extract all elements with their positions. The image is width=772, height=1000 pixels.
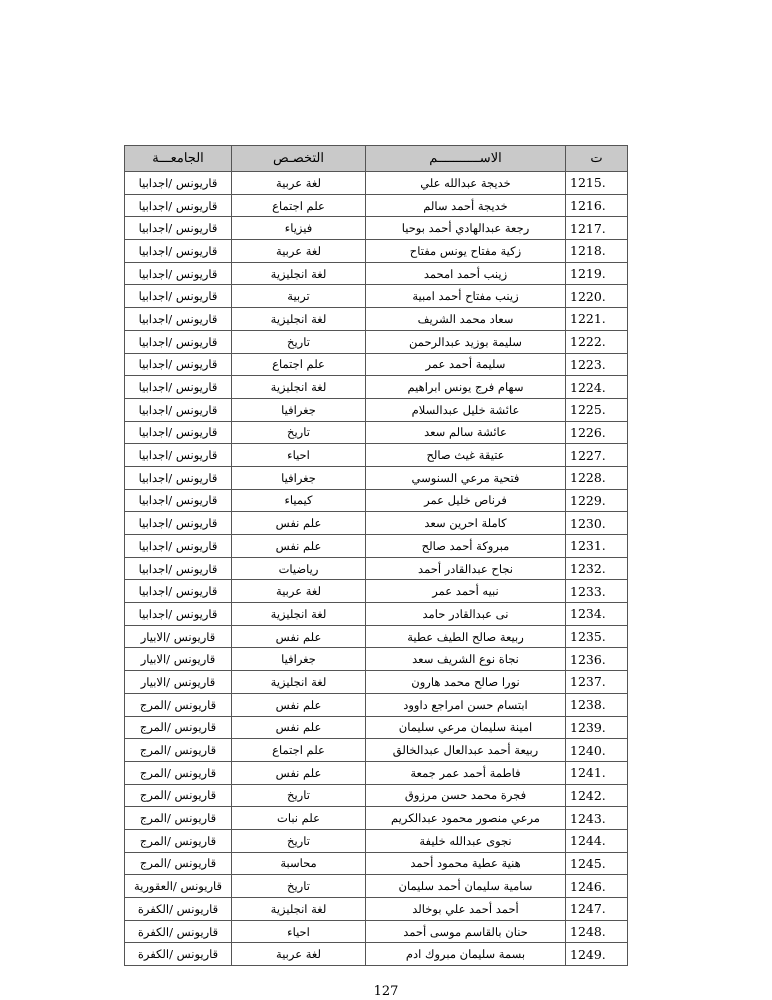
cell-specialization: تاريخ <box>232 829 366 852</box>
cell-specialization: لغة انجليزية <box>232 898 366 921</box>
cell-specialization: لغة عربية <box>232 943 366 966</box>
cell-name: عتيقة غيث صالح <box>366 444 566 467</box>
cell-number: 1218. <box>566 240 628 263</box>
cell-specialization: علم اجتماع <box>232 353 366 376</box>
cell-name: عائشة سالم سعد <box>366 421 566 444</box>
cell-university: قاريونس /اجدابيا <box>125 240 232 263</box>
cell-university: قاريونس /اجدابيا <box>125 262 232 285</box>
header-name: الاســـــــــــم <box>366 146 566 172</box>
cell-university: قاريونس /اجدابيا <box>125 466 232 489</box>
cell-number: 1216. <box>566 194 628 217</box>
table-row <box>125 217 628 240</box>
cell-specialization: لغة انجليزية <box>232 671 366 694</box>
cell-specialization: لغة انجليزية <box>232 262 366 285</box>
cell-university: قاريونس /اجدابيا <box>125 398 232 421</box>
cell-number: 1245. <box>566 852 628 875</box>
cell-name: نى عبدالقادر حامد <box>366 603 566 626</box>
cell-specialization: تاريخ <box>232 784 366 807</box>
cell-name: ربيعة صالح الطيف عطية <box>366 625 566 648</box>
cell-name: فجرة محمد حسن مرزوق <box>366 784 566 807</box>
cell-number: 1233. <box>566 580 628 603</box>
table-row <box>125 671 628 694</box>
cell-number: 1240. <box>566 739 628 762</box>
table-row <box>125 761 628 784</box>
cell-university: قاريونس /الكفرة <box>125 898 232 921</box>
cell-number: 1225. <box>566 398 628 421</box>
cell-number: 1217. <box>566 217 628 240</box>
cell-specialization: رياضيات <box>232 557 366 580</box>
table-row <box>125 535 628 558</box>
cell-number: 1227. <box>566 444 628 467</box>
cell-number: 1215. <box>566 172 628 195</box>
cell-university: قاريونس /المرج <box>125 693 232 716</box>
cell-name: فرناص خليل عمر <box>366 489 566 512</box>
cell-name: زينب أحمد امحمد <box>366 262 566 285</box>
table-row <box>125 807 628 830</box>
table-body <box>125 172 628 966</box>
cell-specialization: فيزياء <box>232 217 366 240</box>
cell-name: أحمد أحمد علي بوخالد <box>366 898 566 921</box>
cell-university: قاريونس /اجدابيا <box>125 489 232 512</box>
cell-university: قاريونس /اجدابيا <box>125 217 232 240</box>
cell-name: نبيه أحمد عمر <box>366 580 566 603</box>
cell-number: 1224. <box>566 376 628 399</box>
cell-specialization: احياء <box>232 444 366 467</box>
cell-number: 1222. <box>566 330 628 353</box>
cell-university: قاريونس /اجدابيا <box>125 285 232 308</box>
cell-name: نجاح عبدالقادر أحمد <box>366 557 566 580</box>
table-row <box>125 194 628 217</box>
cell-university: قاريونس /اجدابيا <box>125 330 232 353</box>
cell-number: 1247. <box>566 898 628 921</box>
cell-university: قاريونس /اجدابيا <box>125 557 232 580</box>
cell-specialization: لغة عربية <box>232 240 366 263</box>
cell-name: نجوى عبدالله خليفة <box>366 829 566 852</box>
cell-university: قاريونس /الابيار <box>125 671 232 694</box>
cell-specialization: تاريخ <box>232 875 366 898</box>
cell-name: سليمة بوزيد عبدالرحمن <box>366 330 566 353</box>
cell-number: 1219. <box>566 262 628 285</box>
cell-university: قاريونس /المرج <box>125 807 232 830</box>
cell-number: 1236. <box>566 648 628 671</box>
cell-name: امينة سليمان مرعي سليمان <box>366 716 566 739</box>
cell-specialization: لغة عربية <box>232 172 366 195</box>
cell-number: 1242. <box>566 784 628 807</box>
cell-number: 1248. <box>566 920 628 943</box>
cell-name: سليمة أحمد عمر <box>366 353 566 376</box>
cell-number: 1228. <box>566 466 628 489</box>
table-row <box>125 353 628 376</box>
page-number: 127 <box>373 984 399 999</box>
cell-specialization: تاريخ <box>232 330 366 353</box>
table-row <box>125 398 628 421</box>
cell-name: بسمة سليمان مبروك ادم <box>366 943 566 966</box>
cell-name: سهام فرج يونس ابراهيم <box>366 376 566 399</box>
cell-specialization: علم نبات <box>232 807 366 830</box>
table-row <box>125 829 628 852</box>
table-row <box>125 489 628 512</box>
cell-name: سعاد محمد الشريف <box>366 308 566 331</box>
table-row <box>125 943 628 966</box>
cell-specialization: تاريخ <box>232 421 366 444</box>
cell-specialization: لغة انجليزية <box>232 308 366 331</box>
cell-university: قاريونس /اجدابيا <box>125 580 232 603</box>
table-row <box>125 262 628 285</box>
cell-specialization: تربية <box>232 285 366 308</box>
table-row <box>125 739 628 762</box>
cell-university: قاريونس /الكفرة <box>125 920 232 943</box>
cell-specialization: جغرافيا <box>232 648 366 671</box>
cell-name: نجاة نوع الشريف سعد <box>366 648 566 671</box>
cell-specialization: جغرافيا <box>232 466 366 489</box>
cell-university: قاريونس /اجدابيا <box>125 512 232 535</box>
students-table <box>124 145 628 966</box>
table-row <box>125 376 628 399</box>
cell-specialization: محاسبة <box>232 852 366 875</box>
cell-specialization: علم اجتماع <box>232 739 366 762</box>
cell-number: 1221. <box>566 308 628 331</box>
table-row <box>125 330 628 353</box>
table-row <box>125 308 628 331</box>
header-specialization: التخصـص <box>232 146 366 172</box>
cell-specialization: لغة انجليزية <box>232 376 366 399</box>
cell-name: ابتسام حسن امراجع داوود <box>366 693 566 716</box>
cell-name: نورا صالح محمد هارون <box>366 671 566 694</box>
cell-specialization: علم نفس <box>232 761 366 784</box>
cell-university: قاريونس /المرج <box>125 716 232 739</box>
table-row <box>125 784 628 807</box>
table-row <box>125 875 628 898</box>
cell-name: فاطمة أحمد عمر جمعة <box>366 761 566 784</box>
cell-name: رجعة عبدالهادي أحمد بوحيا <box>366 217 566 240</box>
table-row <box>125 898 628 921</box>
cell-name: مرعي منصور محمود عبدالكريم <box>366 807 566 830</box>
cell-number: 1237. <box>566 671 628 694</box>
cell-specialization: جغرافيا <box>232 398 366 421</box>
cell-university: قاريونس /اجدابيا <box>125 444 232 467</box>
cell-number: 1238. <box>566 693 628 716</box>
cell-name: زكية مفتاح يونس مفتاح <box>366 240 566 263</box>
table-row <box>125 557 628 580</box>
cell-name: هنية عطية محمود أحمد <box>366 852 566 875</box>
cell-number: 1229. <box>566 489 628 512</box>
table-row <box>125 172 628 195</box>
cell-specialization: علم نفس <box>232 716 366 739</box>
cell-university: قاريونس /المرج <box>125 739 232 762</box>
cell-number: 1246. <box>566 875 628 898</box>
cell-name: كاملة احرين سعد <box>366 512 566 535</box>
cell-university: قاريونس /اجدابيا <box>125 308 232 331</box>
table-row <box>125 421 628 444</box>
table-row <box>125 580 628 603</box>
cell-university: قاريونس /المرج <box>125 829 232 852</box>
cell-university: قاريونس /الابيار <box>125 648 232 671</box>
table-row <box>125 466 628 489</box>
cell-name: مبروكة أحمد صالح <box>366 535 566 558</box>
table-row <box>125 444 628 467</box>
cell-number: 1226. <box>566 421 628 444</box>
cell-university: قاريونس /اجدابيا <box>125 353 232 376</box>
cell-university: قاريونس /اجدابيا <box>125 421 232 444</box>
cell-number: 1220. <box>566 285 628 308</box>
table-row <box>125 852 628 875</box>
cell-university: قاريونس /الكفرة <box>125 943 232 966</box>
table-row <box>125 625 628 648</box>
table-row <box>125 920 628 943</box>
cell-number: 1234. <box>566 603 628 626</box>
cell-number: 1244. <box>566 829 628 852</box>
cell-university: قاريونس /العقورية <box>125 875 232 898</box>
cell-name: عائشة خليل عبدالسلام <box>366 398 566 421</box>
cell-specialization: لغة عربية <box>232 580 366 603</box>
cell-number: 1230. <box>566 512 628 535</box>
cell-university: قاريونس /المرج <box>125 761 232 784</box>
table-row <box>125 648 628 671</box>
cell-name: حنان بالقاسم موسى أحمد <box>366 920 566 943</box>
cell-university: قاريونس /المرج <box>125 784 232 807</box>
table-header-row <box>125 146 628 172</box>
cell-specialization: علم اجتماع <box>232 194 366 217</box>
table-row <box>125 603 628 626</box>
cell-name: خديجة عبدالله علي <box>366 172 566 195</box>
cell-number: 1241. <box>566 761 628 784</box>
cell-number: 1223. <box>566 353 628 376</box>
cell-name: خديجة أحمد سالم <box>366 194 566 217</box>
cell-specialization: علم نفس <box>232 512 366 535</box>
header-university: الجامعـــة <box>125 146 232 172</box>
cell-number: 1243. <box>566 807 628 830</box>
cell-university: قاريونس /اجدابيا <box>125 172 232 195</box>
cell-number: 1231. <box>566 535 628 558</box>
cell-specialization: علم نفس <box>232 693 366 716</box>
cell-specialization: علم نفس <box>232 625 366 648</box>
cell-name: ربيعة أحمد عبدالعال عبدالخالق <box>366 739 566 762</box>
cell-university: قاريونس /اجدابيا <box>125 376 232 399</box>
header-number: ت <box>566 146 628 172</box>
cell-specialization: كيمياء <box>232 489 366 512</box>
cell-name: فتحية مرعي السنوسي <box>366 466 566 489</box>
table-row <box>125 716 628 739</box>
cell-university: قاريونس /الابيار <box>125 625 232 648</box>
cell-specialization: علم نفس <box>232 535 366 558</box>
cell-university: قاريونس /اجدابيا <box>125 535 232 558</box>
table-row <box>125 512 628 535</box>
cell-number: 1239. <box>566 716 628 739</box>
cell-number: 1232. <box>566 557 628 580</box>
table-row <box>125 240 628 263</box>
cell-specialization: لغة انجليزية <box>232 603 366 626</box>
cell-name: زينب مفتاح أحمد امبية <box>366 285 566 308</box>
cell-number: 1249. <box>566 943 628 966</box>
cell-number: 1235. <box>566 625 628 648</box>
cell-name: سامية سليمان أحمد سليمان <box>366 875 566 898</box>
cell-specialization: احياء <box>232 920 366 943</box>
table-row <box>125 693 628 716</box>
cell-university: قاريونس /المرج <box>125 852 232 875</box>
cell-university: قاريونس /اجدابيا <box>125 194 232 217</box>
cell-university: قاريونس /اجدابيا <box>125 603 232 626</box>
table-row <box>125 285 628 308</box>
